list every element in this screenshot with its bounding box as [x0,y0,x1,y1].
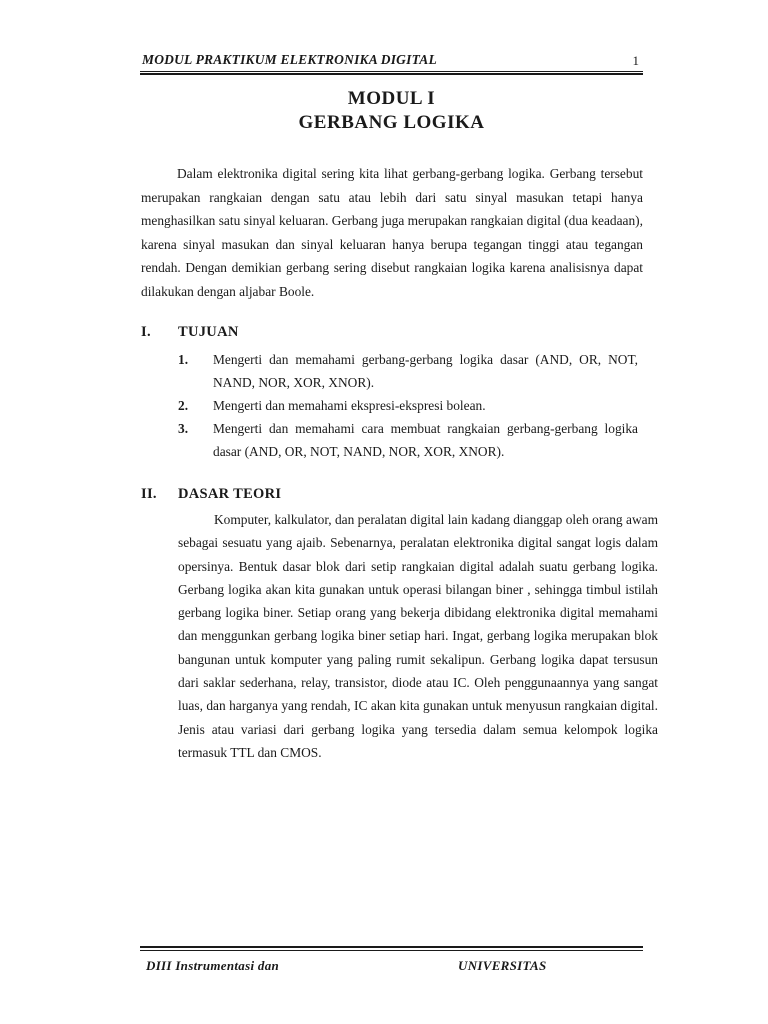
module-number: MODUL I [347,88,436,109]
footer-rule-thin [140,950,643,951]
section-1-title: TUJUAN [178,324,239,340]
module-title: GERBANG LOGIKA [298,112,485,133]
list-item-text: Mengerti dan memahami gerbang-gerbang logika dasar (AND, OR, NOT, NAND, NOR, XOR, XNOR). [213,352,638,390]
running-title: MODUL PRAKTIKUM ELEKTRONIKA DIGITAL [142,52,437,67]
list-item-number: 1. [178,352,189,367]
list-item-number: 2. [178,398,189,413]
theory-paragraph: Komputer, kalkulator, dan peralatan digital lain kadang dianggap oleh orang awam sebagai sesuatu yang ajaib. Sebenarnya, peralatan elektronika digital sangat logis dalam opersinya. Bentuk dasar blok dari setip rangkaian digital adalah suatu gerbang logika. Gerbang logika akan kita gunakan untuk operasi bilangan biner , sehingga timbul istilah gerbang logika biner. Setiap orang yang bekerja dibidang elektronika digital memahami dan menggunkan gerbang logika biner setiap hari. Ingat, gerbang logika merupakan blok bangunan untuk komputer yang paling rumit sekalipun. Gerbang logika dapat tersusun dari saklar sederhana, relay, transistor, diode atau IC. Oleh penggunaannya yang sangat luas, dan harganya yang rendah, IC akan kita gunakan untuk menyusun rangkaian digital. Jenis atau variasi dari gerbang logika yang tersedia dalam semua kelompok logika termasuk TTL dan CMOS. [178,512,658,760]
section-2-number: II. [141,486,157,502]
page-number: 1 [632,53,639,68]
list-item-text: Mengerti dan memahami ekspresi-ekspresi bolean. [213,398,486,413]
intro-paragraph: Dalam elektronika digital sering kita lihat gerbang-gerbang logika. Gerbang tersebut merupakan rangkaian dengan satu atau lebih dari satu sinyal masukan tetapi hanya menghasilkan satu sinyal keluaran. Gerbang juga merupakan rangkaian digital (dua keadaan), karena sinyal masukan dan sinyal keluaran hanya berupa tegangan tinggi atau tegangan rendah. Dengan demikian gerbang sering disebut rangkaian logika karena analisisnya dapat dilakukan dengan aljabar Boole. [141,166,643,299]
header-rule-thick [140,73,643,75]
section-2-title: DASAR TEORI [178,486,282,502]
section-1-number: I. [141,324,151,340]
footer-right: UNIVERSITAS [458,958,547,973]
list-item-text: Mengerti dan memahami cara membuat rangkaian gerbang-gerbang logika dasar (AND, OR, NOT, NAND, NOR, XOR, XNOR). [213,421,638,459]
list-item-number: 3. [178,421,189,436]
footer-left: DIII Instrumentasi dan [146,958,280,973]
page-header [140,52,643,72]
footer-rule-thick [140,946,643,948]
header-rule-thin [140,71,643,72]
